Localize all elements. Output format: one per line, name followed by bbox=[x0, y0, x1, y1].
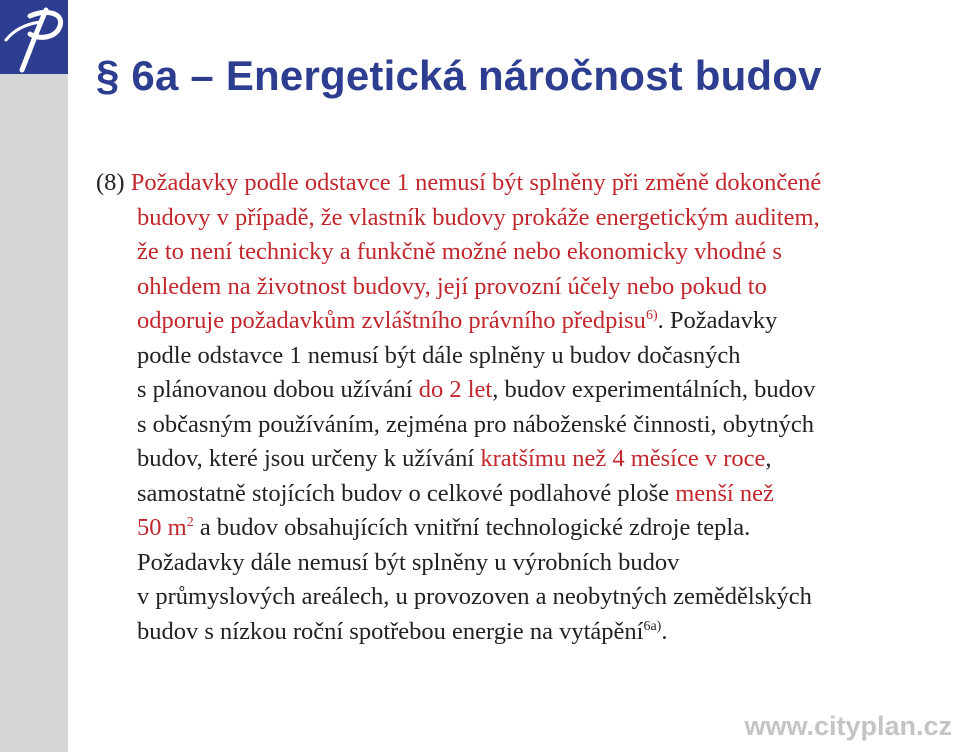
text-line bbox=[96, 270, 956, 305]
text-segment: s občasným používáním, zejména pro náboženské činnosti, obytných bbox=[137, 410, 814, 438]
text-segment: budov, které jsou určeny k užívání bbox=[137, 445, 481, 472]
highlight-text: 50 m bbox=[137, 514, 187, 541]
text-segment: Požadavky podle odstavce 1 nemusí být splněny při změně dokončené bbox=[130, 169, 822, 196]
text-segment: . Požadavky bbox=[657, 307, 778, 334]
text-segment: samostatně stojících budov o celkové podlahové ploše bbox=[137, 479, 676, 507]
paragraph-number: (8) bbox=[96, 169, 131, 196]
text-line bbox=[96, 408, 956, 443]
footer-url: www.cityplan.cz bbox=[744, 711, 952, 741]
text-line bbox=[96, 339, 956, 374]
superscript: 2 bbox=[186, 514, 194, 530]
text-segment: ohledem na životnost budovy, její provozní účely nebo pokud to bbox=[137, 272, 767, 300]
highlight-text: menší než bbox=[675, 479, 774, 507]
text-segment: . bbox=[661, 617, 668, 645]
text-line bbox=[96, 615, 956, 650]
text-line bbox=[96, 166, 956, 201]
text-segment: Požadavky dále nemusí být splněny u výrobních budov bbox=[137, 548, 680, 576]
text-line bbox=[96, 580, 956, 615]
page-title: § 6a – Energetická náročnost budov bbox=[96, 52, 822, 99]
highlight-text: do 2 let bbox=[418, 376, 493, 403]
text-segment: s plánovanou dobou užívání bbox=[137, 376, 419, 403]
text-segment: , budov experimentálních, budov bbox=[492, 376, 816, 403]
text-line bbox=[96, 201, 956, 236]
text-line bbox=[96, 477, 956, 512]
text-line bbox=[96, 235, 956, 270]
text-line bbox=[96, 442, 956, 477]
text-segment: v průmyslových areálech, u provozoven a neobytných zemědělských bbox=[137, 583, 812, 610]
text-line bbox=[96, 373, 956, 408]
text-segment: budovy v případě, že vlastník budovy prokáže energetickým auditem, bbox=[137, 203, 820, 231]
cityplan-logo-icon bbox=[0, 0, 68, 74]
text-segment: a budov obsahujících vnitřní technologické zdroje tepla. bbox=[193, 514, 751, 541]
text-segment: podle odstavce 1 nemusí být dále splněny u budov dočasných bbox=[137, 341, 741, 369]
footnote-ref: 6) bbox=[645, 307, 658, 323]
paragraph-8 bbox=[96, 166, 956, 649]
text-segment: odporuje požadavkům zvláštního právního předpisu bbox=[137, 307, 646, 334]
sidebar-strip bbox=[0, 0, 68, 752]
highlight-text: kratšímu než 4 měsíce v roce bbox=[480, 445, 766, 472]
text-line bbox=[96, 304, 956, 339]
text-line bbox=[96, 546, 956, 581]
text-segment: že to není technicky a funkčně možné nebo ekonomicky vhodné s bbox=[137, 238, 782, 265]
text-line bbox=[96, 511, 956, 546]
text-segment: , bbox=[765, 445, 772, 472]
text-segment: budov s nízkou roční spotřebou energie na vytápění bbox=[137, 617, 644, 645]
footnote-ref: 6a) bbox=[643, 618, 662, 634]
